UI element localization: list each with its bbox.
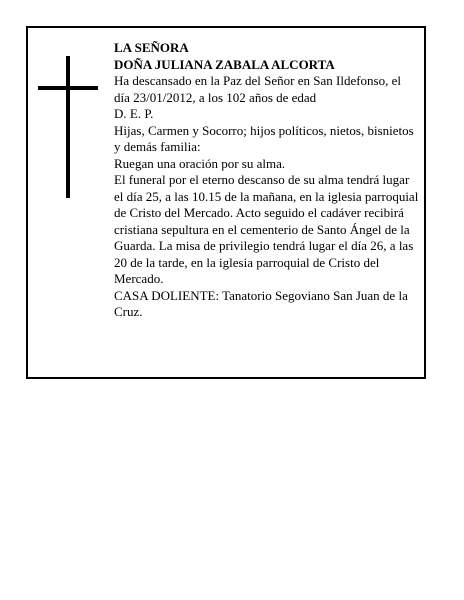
rip-text: D. E. P. [114, 106, 154, 121]
notice-body [114, 40, 420, 321]
funeral-home: CASA DOLIENTE: Tanatorio Segoviano San Juan de la Cruz. [114, 287, 408, 319]
cross-icon [38, 56, 98, 198]
obituary-notice [26, 26, 426, 379]
cross-vertical-bar [66, 56, 70, 198]
funeral-details: El funeral por el eterno descanso de su alma tendrá lugar el día 25, a las 10.15 de la mañana, en la iglesia parroquial de Cristo del Mercado. Acto seguido el cadáver recibirá cristiana sepultura en el cementerio de Santo Ángel de la Guarda. La misa de privilegio tendrá lugar el día 26, a las 20 de la tarde, en la iglesia parroquial de Cristo del Mercado. [114, 172, 419, 286]
deceased-name: DOÑA JULIANA ZABALA ALCORTA [114, 56, 335, 72]
cross-horizontal-bar [38, 86, 98, 90]
prayer-request: Ruegan una oración por su alma. [114, 155, 286, 171]
death-statement: Ha descansado en la Paz del Señor en San Ildefonso, el día 23/01/2012, a los 102 años de edad [114, 73, 401, 105]
heading-title: LA SEÑORA [114, 40, 189, 55]
family-text: Hijas, Carmen y Socorro; hijos políticos, nietos, bisnietos y demás familia: [114, 122, 414, 154]
